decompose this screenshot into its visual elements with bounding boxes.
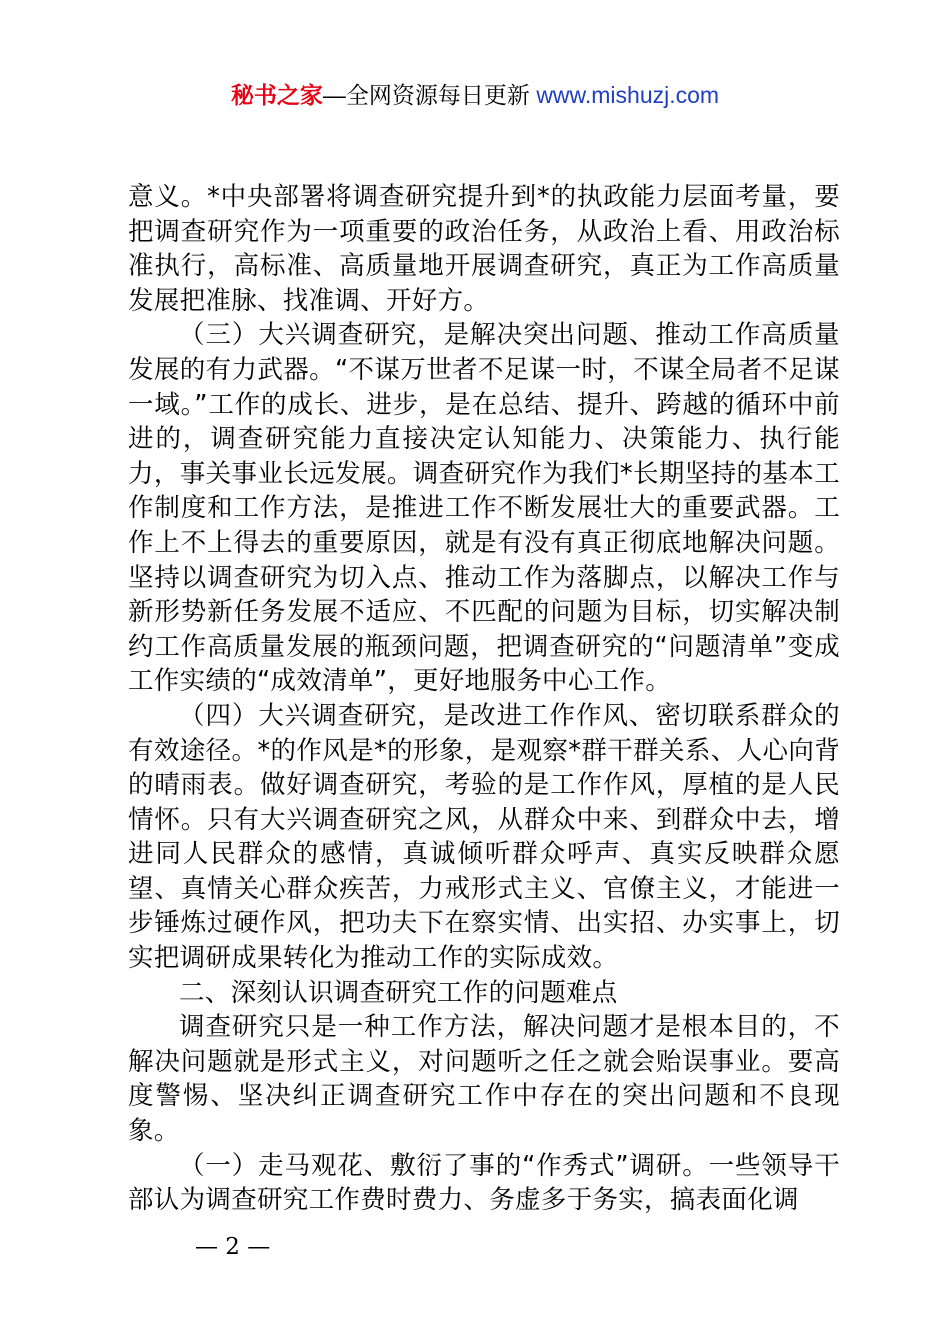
document-body [128, 180, 840, 1218]
site-brand: 秘书之家 [230, 82, 323, 108]
page-number: — 2 — [195, 1234, 271, 1260]
paragraph-4: 调查研究只是一种工作方法，解决问题才是根本目的，不解决问题就是形式主义，对问题听之任之就会贻误事业。要高度警惕、坚决纠正调查研究工作中存在的突出问题和不良现象。 [128, 1012, 840, 1147]
paragraph-3: （四）大兴调查研究，是改进工作作风、密切联系群众的有效途径。*的作风是*的形象，是观察*群干群关系、人心向背的晴雨表。做好调查研究，考验的是工作作风，厚植的是人民情怀。只有大兴调查研究之风，从群众中来、到群众中去，增进同人民群众的感情，真诚倾听群众呼声、真实反映群众愿望、真情关心群众疾苦，力戒形式主义、官僚主义，才能进一步锤炼过硬作风，把功夫下在察实情、出实招、办实事上，切实把调研成果转化为推动工作的实际成效。 [128, 700, 840, 974]
paragraph-1: 意义。*中央部署将调查研究提升到*的执政能力层面考量，要把调查研究作为一项重要的政治任务，从政治上看、用政治标准执行，高标准、高质量地开展调查研究，真正为工作高质量发展把准脉、找准调、开好方。 [128, 182, 840, 316]
section-heading: 二、深刻认识调查研究工作的问题难点 [179, 977, 618, 1008]
paragraph-5: （一）走马观花、敷衍了事的“作秀式”调研。一些领导干部认为调查研究工作费时费力、务虚多于务实，搞表面化调 [128, 1150, 840, 1216]
paragraph-2: （三）大兴调查研究，是解决突出问题、推动工作高质量发展的有力武器。“不谋万世者不足谋一时，不谋全局者不足谋一域。”工作的成长、进步，是在总结、提升、跨越的循环中前进的，调查研究能力直接决定认知能力、决策能力、执行能力，事关事业长远发展。调查研究作为我们*长期坚持的基本工作制度和工作方法，是推进工作不断发展壮大的重要武器。工作上不上得去的重要原因，就是有没有真正彻底地解决问题。坚持以调查研究为切入点、推动工作为落脚点，以解决工作与新形势新任务发展不适应、不匹配的问题为目标，切实解决制约工作高质量发展的瓶颈问题，把调查研究的“问题清单”变成工作实绩的“成效清单”，更好地服务中心工作。 [128, 320, 840, 697]
site-header [0, 80, 950, 110]
site-url[interactable]: www.mishuzj.com [536, 82, 720, 108]
site-tagline: —全网资源每日更新 [322, 82, 537, 108]
